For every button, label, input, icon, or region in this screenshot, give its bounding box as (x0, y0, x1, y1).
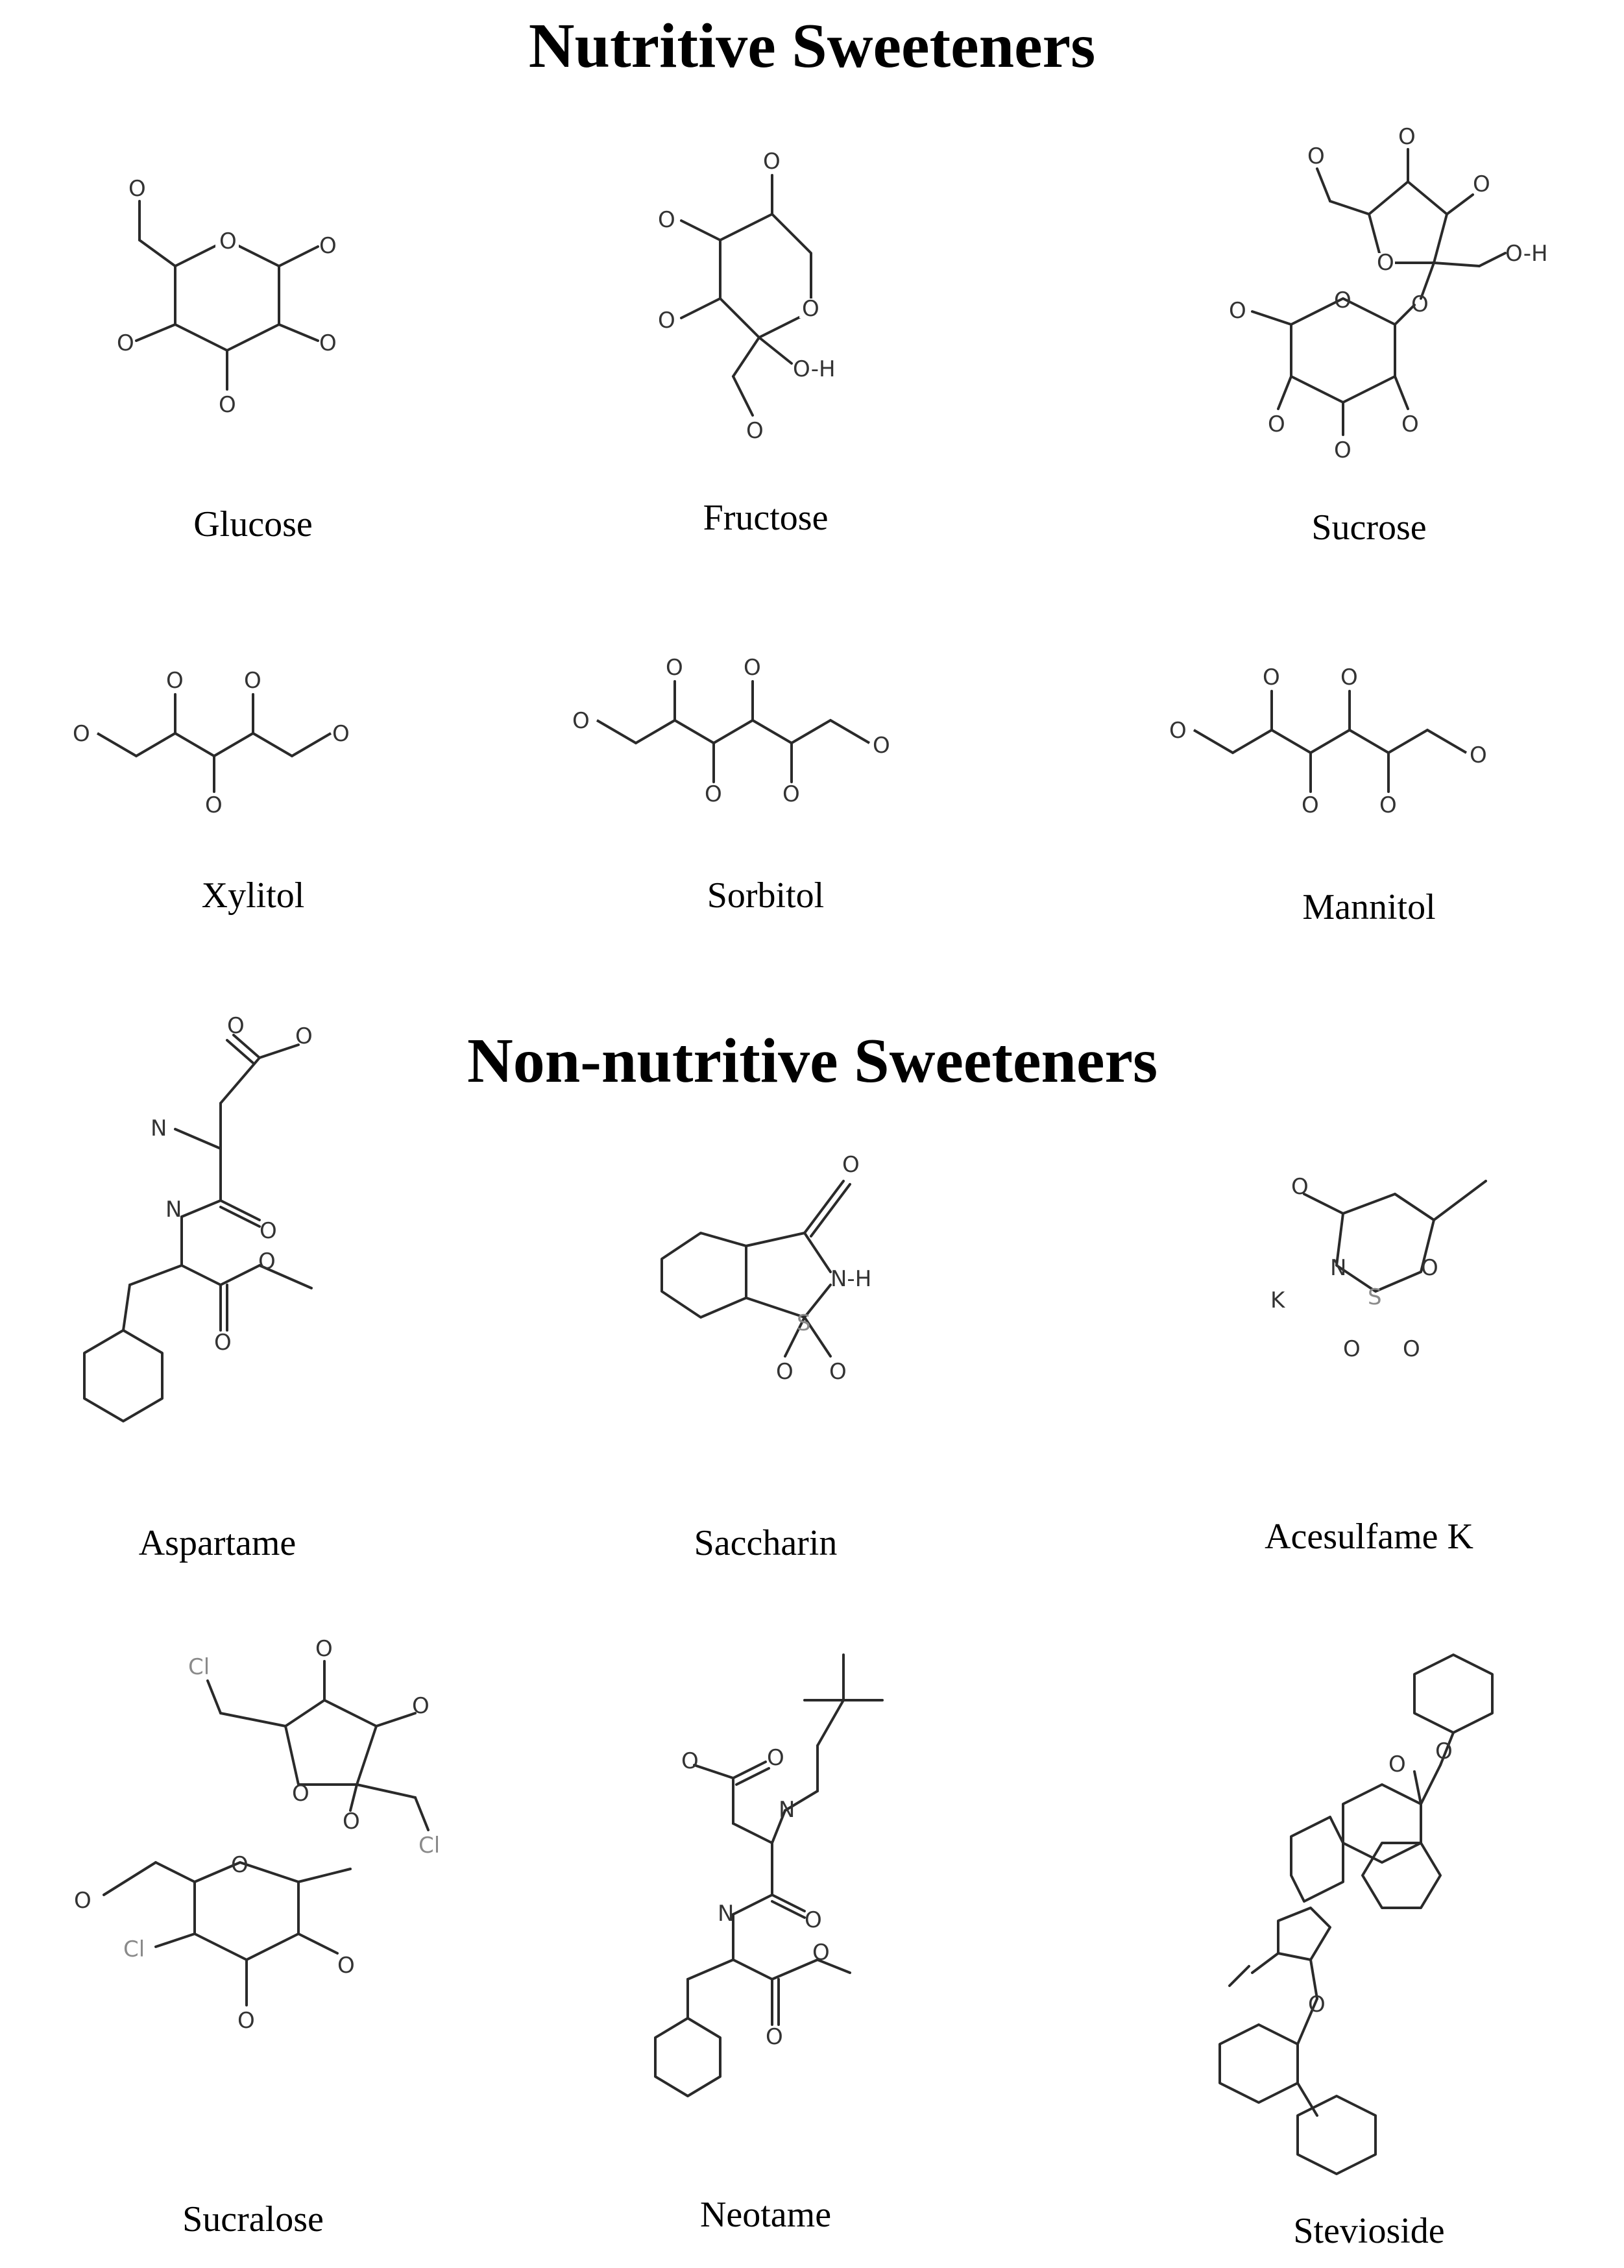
svg-text:Cl: Cl (418, 1833, 441, 1859)
svg-text:O: O (1169, 718, 1187, 744)
svg-text:O: O (746, 418, 764, 444)
svg-text:O: O (802, 296, 819, 322)
svg-text:O: O (1307, 143, 1325, 169)
svg-text:O: O (166, 668, 184, 694)
svg-text:N: N (151, 1116, 167, 1141)
svg-text:O: O (1229, 298, 1246, 324)
saccharin-label: Saccharin (694, 1523, 838, 1563)
svg-text:S: S (797, 1310, 811, 1336)
svg-text:O: O (319, 330, 337, 356)
stevioside-label: Stevioside (1293, 2211, 1445, 2251)
svg-text:O: O (337, 1953, 355, 1979)
sucralose-structure (26, 1622, 480, 2103)
svg-text:O-H: O-H (1505, 241, 1548, 267)
aspartame-structure (39, 960, 363, 1467)
svg-text:O: O (73, 721, 90, 747)
svg-text:O: O (782, 781, 800, 807)
svg-text:O: O (258, 1249, 276, 1274)
svg-text:O: O (237, 2008, 255, 2034)
svg-text:O: O (1334, 287, 1351, 313)
sucralose-label: Sucralose (182, 2199, 324, 2239)
svg-text:O: O (1435, 1738, 1453, 1764)
svg-text:O: O (244, 668, 261, 694)
svg-text:O: O (666, 655, 683, 681)
svg-text:O: O (1421, 1255, 1438, 1281)
svg-text:O: O (805, 1907, 822, 1933)
fructose-label: Fructose (703, 498, 829, 538)
sorbitol-structure (539, 623, 967, 831)
svg-text:O: O (1403, 1336, 1420, 1362)
svg-text:N: N (1330, 1255, 1347, 1281)
svg-text:Cl: Cl (123, 1936, 145, 1962)
mannitol-label: Mannitol (1302, 887, 1436, 927)
svg-text:O: O (319, 233, 337, 259)
svg-text:O: O (842, 1152, 860, 1178)
glucose-ring-o: O (219, 228, 237, 254)
xylitol-label: Xylitol (201, 875, 305, 916)
svg-text:O: O (295, 1023, 313, 1049)
svg-text:S: S (1368, 1284, 1382, 1310)
svg-text:O: O (315, 1636, 333, 1662)
svg-text:O: O (572, 708, 590, 734)
svg-text:O: O (744, 655, 761, 681)
svg-text:O: O (117, 330, 134, 356)
svg-text:O-H: O-H (793, 356, 836, 382)
svg-text:O: O (1263, 665, 1280, 690)
sucrose-structure (1187, 123, 1577, 487)
svg-text:O: O (1379, 792, 1397, 818)
svg-text:O: O (1302, 792, 1319, 818)
aspartame-label: Aspartame (138, 1523, 297, 1563)
acesulfame-k-label: Acesulfame K (1265, 1517, 1473, 1557)
mannitol-structure (1129, 623, 1583, 844)
svg-text:N: N (779, 1797, 795, 1823)
svg-text:O: O (227, 1013, 245, 1039)
svg-text:O: O (1401, 411, 1419, 437)
saccharin-structure (636, 1142, 947, 1428)
acesulfame-k-structure (1226, 1142, 1538, 1402)
svg-text:O: O (767, 1745, 784, 1771)
svg-text:O: O (214, 1330, 232, 1356)
svg-text:O: O (681, 1748, 699, 1774)
svg-text:O: O (705, 781, 722, 807)
nutritive-heading: Nutritive Sweeteners (528, 11, 1096, 81)
svg-text:O: O (763, 149, 781, 175)
svg-text:O: O (343, 1809, 360, 1835)
non-nutritive-heading: Non-nutritive Sweeteners (467, 1026, 1158, 1096)
neotame-structure (623, 1635, 947, 2128)
svg-text:O: O (658, 207, 675, 233)
glucose-structure (78, 162, 376, 435)
svg-text:O: O (1343, 1336, 1361, 1362)
svg-text:O: O (205, 792, 223, 818)
stevioside-structure (1181, 1622, 1583, 2193)
svg-text:O: O (1291, 1174, 1309, 1200)
svg-text:K: K (1270, 1287, 1285, 1313)
svg-text:O: O (873, 733, 890, 759)
svg-text:O: O (1411, 291, 1429, 317)
svg-text:O: O (1473, 171, 1490, 197)
svg-text:O: O (231, 1852, 248, 1878)
svg-text:O: O (776, 1359, 794, 1385)
svg-text:O: O (1398, 124, 1416, 150)
svg-text:O: O (1470, 742, 1487, 768)
sorbitol-label: Sorbitol (707, 875, 825, 916)
svg-text:N: N (165, 1197, 182, 1223)
svg-text:O: O (1334, 437, 1351, 463)
sucrose-label: Sucrose (1311, 507, 1427, 548)
svg-text:O: O (1268, 411, 1285, 437)
svg-text:O: O (128, 176, 146, 202)
svg-text:O: O (1388, 1751, 1406, 1777)
svg-text:Cl: Cl (188, 1654, 210, 1680)
svg-text:O: O (812, 1940, 830, 1966)
svg-text:O: O (658, 308, 675, 334)
svg-text:O: O (74, 1888, 91, 1914)
neotame-label: Neotame (699, 2195, 832, 2235)
svg-text:O: O (829, 1359, 847, 1385)
svg-text:O: O (219, 392, 236, 418)
xylitol-structure (39, 623, 402, 831)
svg-text:O: O (412, 1693, 430, 1719)
svg-text:O: O (292, 1781, 309, 1807)
glucose-label: Glucose (193, 504, 313, 544)
svg-text:O: O (1377, 250, 1394, 276)
fructose-structure (603, 136, 902, 461)
svg-text:O: O (1340, 665, 1358, 690)
svg-text:O: O (260, 1218, 277, 1244)
svg-text:O: O (1308, 1992, 1326, 2018)
svg-text:O: O (332, 721, 350, 747)
svg-text:O: O (766, 2024, 783, 2050)
svg-text:N: N (718, 1901, 734, 1927)
svg-text:N-H: N-H (830, 1266, 872, 1292)
